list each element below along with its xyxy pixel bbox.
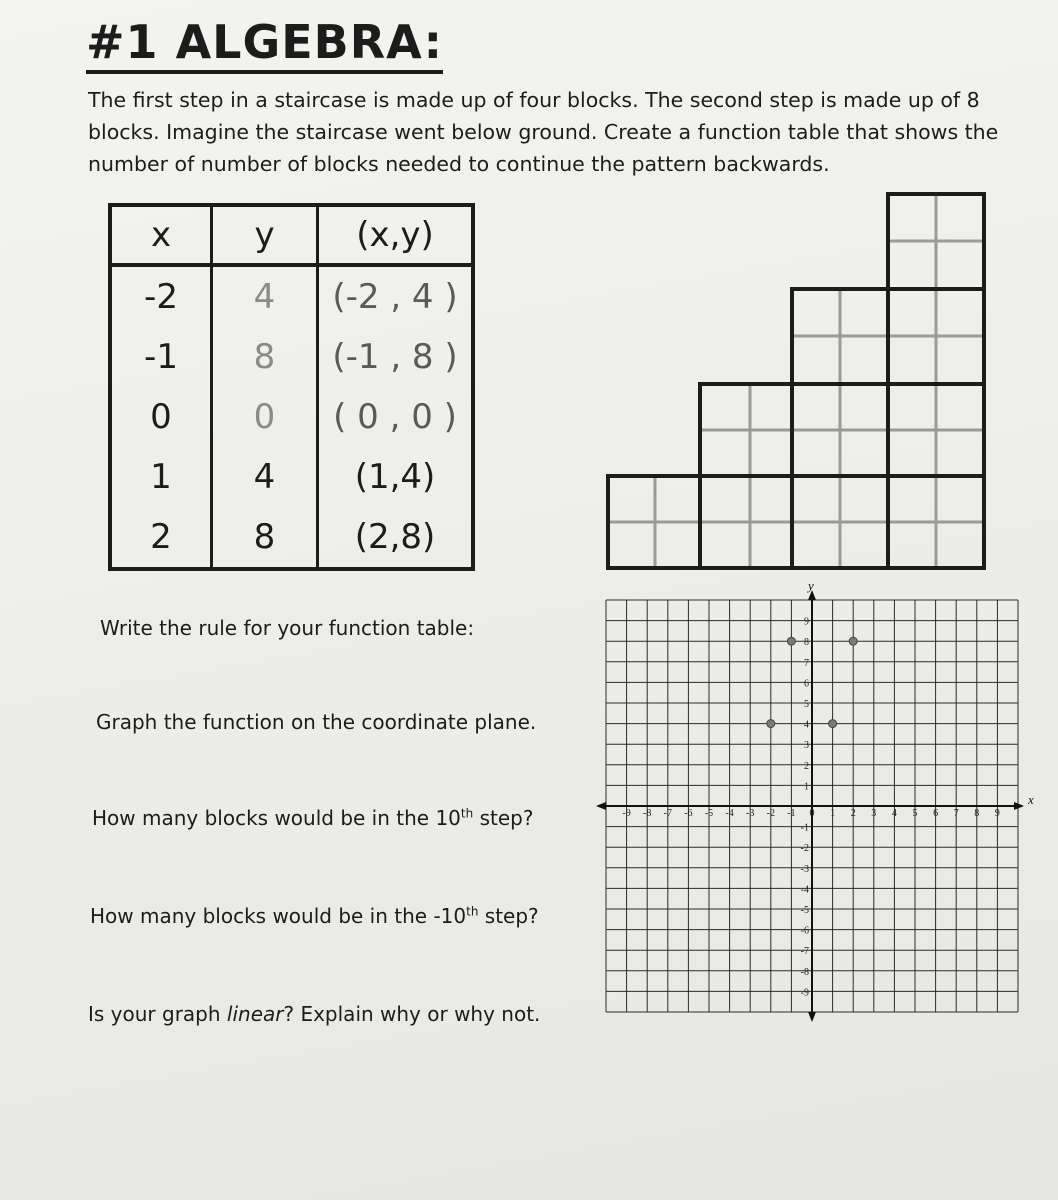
question-rule: Write the rule for your function table: [100, 616, 475, 640]
problem-statement: The first step in a staircase is made up of four blocks. The second step is made up of 8 blocks. Imagine the staircase went below ground. Create a function table that shows the number of number of blocks needed to continue the pattern backwards. [88, 88, 999, 176]
y-tick-label: -4 [800, 884, 809, 896]
staircase-diagram [600, 186, 1000, 576]
y-tick-label: 6 [804, 678, 809, 690]
question-linear: Is your graph linear? Explain why or why not. [88, 1002, 541, 1026]
x-tick-label: 7 [953, 808, 959, 819]
cell-xy: (1,4) [318, 447, 474, 507]
y-tick-label: -8 [800, 966, 809, 978]
y-tick-label: -6 [800, 925, 809, 937]
x-tick-label: -7 [663, 808, 672, 819]
coordinate-plane [590, 578, 1034, 1030]
x-tick-label: 8 [974, 808, 980, 819]
plotted-point [787, 637, 795, 645]
y-tick-label: 7 [804, 657, 809, 669]
y-tick-label: 2 [804, 760, 809, 772]
plotted-point [829, 720, 837, 728]
cell-xy: (-2 , 4 ) [318, 265, 474, 327]
cell-xy: ( 0 , 0 ) [318, 387, 474, 447]
x-tick-label: -8 [643, 808, 652, 819]
y-tick-label: 8 [804, 637, 809, 649]
x-tick-label: -9 [622, 808, 631, 819]
table-row [110, 447, 473, 507]
table-row [110, 265, 473, 327]
cell-y: 8 [212, 507, 318, 569]
cell-y: 0 [212, 387, 318, 447]
table-row [110, 387, 473, 447]
y-tick-label: 3 [804, 740, 809, 752]
y-tick-label: 1 [804, 781, 809, 793]
table-row [110, 327, 473, 387]
y-tick-label: 9 [804, 616, 809, 628]
cell-y: 4 [212, 447, 318, 507]
y-tick-label: -2 [800, 843, 809, 855]
x-tick-label: 3 [871, 808, 877, 819]
cell-y: 8 [212, 327, 318, 387]
header-y: y [212, 205, 318, 265]
cell-x: 0 [150, 397, 172, 437]
y-tick-label: -3 [800, 863, 809, 875]
y-tick-label: -7 [800, 946, 809, 958]
header-x: x [110, 205, 212, 265]
y-tick-label: -9 [800, 987, 809, 999]
cell-y: 4 [212, 265, 318, 327]
y-axis-label: y [808, 578, 814, 593]
cell-x: 1 [150, 457, 172, 497]
x-axis-arrow [1014, 802, 1024, 810]
table-row [110, 507, 473, 569]
plotted-point [767, 720, 775, 728]
y-axis-arrow [808, 1012, 816, 1022]
cell-x: -1 [144, 337, 178, 377]
x-tick-label: -5 [704, 808, 714, 819]
x-tick-label: -3 [746, 808, 755, 819]
y-tick-label: 5 [804, 699, 809, 710]
x-tick-label: -1 [787, 808, 796, 819]
x-tick-label: -2 [766, 808, 775, 819]
plotted-point [849, 637, 857, 645]
x-tick-label: -4 [725, 808, 734, 819]
worksheet-title: #1 ALGEBRA: [86, 14, 443, 74]
question-graph: Graph the function on the coordinate plane. [96, 710, 537, 734]
question-neg10th-step: How many blocks would be in the -10th step? [90, 904, 539, 928]
x-tick-label: 5 [912, 808, 918, 819]
x-tick-label: 4 [891, 808, 897, 819]
cell-xy: (2,8) [318, 507, 474, 569]
x-tick-label: 2 [850, 808, 856, 819]
y-tick-label: -5 [800, 905, 809, 916]
cell-xy: (-1 , 8 ) [318, 327, 474, 387]
x-tick-label: 9 [994, 808, 1000, 819]
y-tick-label: 4 [804, 719, 809, 731]
x-tick-label: 6 [933, 808, 939, 819]
y-tick-label: -1 [800, 822, 809, 834]
x-tick-label: 0 [809, 808, 815, 819]
cell-x: 2 [150, 517, 172, 557]
header-xy: (x,y) [318, 205, 474, 265]
x-axis-label: x [1028, 792, 1034, 807]
x-tick-label: 1 [830, 808, 836, 819]
function-table [108, 203, 475, 571]
table-header-row [110, 205, 473, 265]
x-tick-label: -6 [684, 808, 693, 819]
cell-x: -2 [144, 277, 178, 317]
question-10th-step: How many blocks would be in the 10th step? [92, 806, 534, 830]
x-axis-arrow [596, 802, 606, 810]
